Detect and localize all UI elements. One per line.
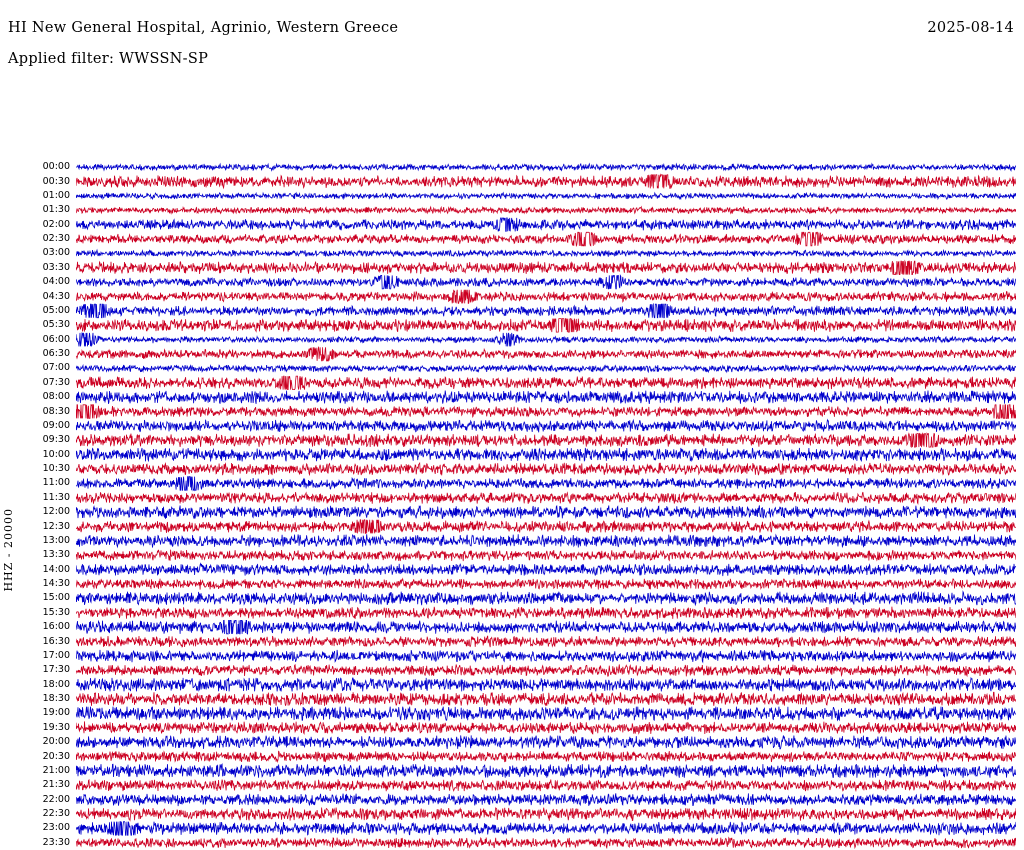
trace-line	[76, 232, 1016, 246]
time-tick-label: 10:30	[42, 463, 70, 475]
trace-line	[76, 592, 1016, 606]
trace-line	[76, 505, 1016, 519]
time-tick-label: 08:00	[42, 391, 70, 403]
trace-line	[76, 448, 1016, 462]
trace-line	[76, 405, 1016, 419]
time-tick-label: 07:30	[42, 376, 70, 388]
trace-line	[76, 838, 1016, 849]
trace-line	[76, 275, 1016, 289]
trace-line	[76, 721, 1016, 734]
trace-line	[76, 735, 1016, 749]
trace-line	[76, 636, 1016, 647]
trace-line	[76, 175, 1016, 189]
trace-line	[76, 333, 1016, 347]
time-tick-label: 15:30	[42, 606, 70, 618]
time-tick-label: 00:30	[42, 175, 70, 187]
time-tick-label: 23:30	[42, 836, 70, 848]
trace-line	[76, 520, 1016, 534]
trace-line	[76, 751, 1016, 763]
time-tick-label: 15:00	[42, 592, 70, 604]
trace-line	[76, 477, 1016, 491]
trace-line	[76, 463, 1016, 476]
trace-line	[76, 250, 1016, 257]
trace-line	[76, 607, 1016, 620]
trace-line	[76, 779, 1016, 791]
time-tick-label: 18:00	[42, 678, 70, 690]
trace-line	[76, 164, 1016, 171]
time-tick-label: 17:00	[42, 649, 70, 661]
trace-line	[76, 534, 1016, 547]
time-tick-label: 16:30	[42, 635, 70, 647]
time-tick-label: 03:30	[42, 261, 70, 273]
trace-line	[76, 391, 1016, 404]
trace-line	[76, 620, 1016, 634]
traces-container	[76, 160, 1016, 850]
trace-line	[76, 304, 1016, 318]
time-tick-label: 06:00	[42, 333, 70, 345]
trace-line	[76, 261, 1016, 275]
filter-label: Applied filter: WWSSN-SP	[8, 51, 209, 67]
trace-line	[76, 822, 1016, 836]
time-tick-label: 17:30	[42, 664, 70, 676]
trace-line	[76, 564, 1016, 577]
time-tick-label: 13:00	[42, 534, 70, 546]
trace-line	[76, 207, 1016, 214]
time-tick-label: 21:30	[42, 779, 70, 791]
trace-line	[76, 492, 1016, 504]
time-tick-label: 09:30	[42, 434, 70, 446]
time-tick-label: 21:00	[42, 764, 70, 776]
time-tick-label: 13:30	[42, 549, 70, 561]
trace-line	[76, 764, 1016, 778]
time-tick-label: 12:00	[42, 506, 70, 518]
time-tick-label: 11:00	[42, 477, 70, 489]
seismogram-traces	[76, 160, 1016, 850]
trace-line	[76, 707, 1016, 721]
time-tick-label: 19:00	[42, 707, 70, 719]
chart-header	[0, 0, 1024, 78]
y-axis-label: HHZ - 20000	[2, 508, 15, 592]
trace-line	[76, 319, 1016, 333]
time-tick-label: 12:30	[42, 520, 70, 532]
trace-line	[76, 376, 1016, 390]
trace-line	[76, 678, 1016, 692]
time-tick-label: 14:00	[42, 563, 70, 575]
time-tick-label: 06:30	[42, 348, 70, 360]
time-tick-label: 04:30	[42, 290, 70, 302]
date-label: 2025-08-14	[927, 20, 1014, 36]
time-tick-label: 19:30	[42, 721, 70, 733]
trace-line	[76, 218, 1016, 232]
time-tick-label: 04:00	[42, 276, 70, 288]
time-tick-label: 03:00	[42, 247, 70, 259]
time-tick-label: 11:30	[42, 491, 70, 503]
trace-line	[76, 579, 1016, 590]
trace-line	[76, 692, 1016, 706]
trace-line	[76, 793, 1016, 806]
trace-line	[76, 434, 1016, 448]
trace-line	[76, 808, 1016, 821]
time-tick-label: 01:00	[42, 189, 70, 201]
time-tick-label: 05:00	[42, 304, 70, 316]
trace-line	[76, 664, 1016, 676]
time-tick-label: 10:00	[42, 448, 70, 460]
time-tick-label: 08:30	[42, 405, 70, 417]
time-tick-label: 16:00	[42, 621, 70, 633]
time-tick-label: 22:00	[42, 793, 70, 805]
time-tick-label: 14:30	[42, 578, 70, 590]
time-tick-label: 23:00	[42, 822, 70, 834]
trace-line	[76, 290, 1016, 304]
time-tick-label: 20:00	[42, 736, 70, 748]
time-tick-label: 07:00	[42, 362, 70, 374]
time-tick-label: 20:30	[42, 750, 70, 762]
trace-line	[76, 193, 1016, 199]
trace-line	[76, 365, 1016, 372]
time-tick-label: 02:00	[42, 218, 70, 230]
trace-line	[76, 650, 1016, 662]
page-title: HI New General Hospital, Agrinio, Western Greece	[8, 20, 399, 36]
time-tick-label: 09:00	[42, 419, 70, 431]
trace-line	[76, 550, 1016, 562]
time-tick-label: 22:30	[42, 808, 70, 820]
trace-line	[76, 420, 1016, 433]
time-tick-labels	[0, 160, 74, 850]
time-tick-label: 02:30	[42, 233, 70, 245]
time-tick-label: 00:00	[42, 161, 70, 173]
time-tick-label: 01:30	[42, 204, 70, 216]
time-tick-label: 05:30	[42, 319, 70, 331]
trace-line	[76, 347, 1016, 361]
time-tick-label: 18:30	[42, 693, 70, 705]
helicorder-plot	[0, 78, 1024, 848]
